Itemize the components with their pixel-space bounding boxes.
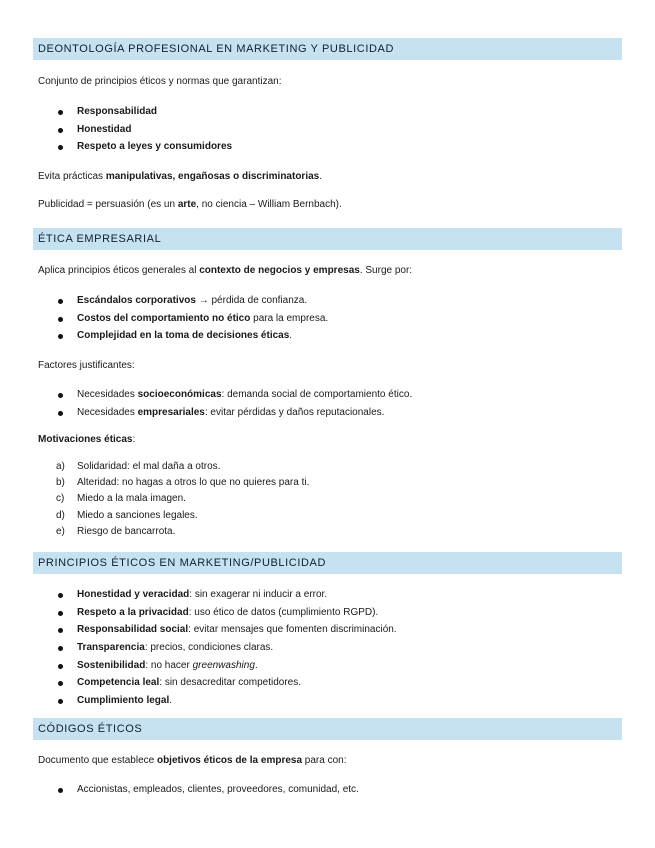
list-item: Competencia leal: sin desacreditar competidores.: [77, 677, 301, 688]
list-item: Transparencia: precios, condiciones claras.: [77, 642, 274, 653]
list-item: Alteridad: no hagas a otros lo que no quieres para ti.: [77, 477, 310, 488]
paragraph-motivaciones: Motivaciones éticas:: [38, 434, 136, 445]
list-marker: a): [56, 461, 65, 472]
list-item: Respeto a leyes y consumidores: [77, 141, 233, 152]
bullet-dot-icon: [58, 299, 63, 304]
bullet-dot-icon: [58, 110, 63, 115]
bullet-dot-icon: [58, 128, 63, 133]
list-item: Honestidad y veracidad: sin exagerar ni inducir a error.: [77, 589, 328, 600]
section-header-deontologia: [33, 38, 622, 60]
section-header-codigos: [33, 718, 622, 740]
paragraph-documento: Documento que establece objetivos éticos de la empresa para con:: [38, 755, 347, 766]
section-title: DEONTOLOGÍA PROFESIONAL EN MARKETING Y PUBLICIDAD: [38, 43, 395, 55]
list-item: Miedo a la mala imagen.: [77, 493, 186, 504]
bullet-dot-icon: [58, 317, 63, 322]
bullet-dot-icon: [58, 334, 63, 339]
list-marker: e): [56, 526, 65, 537]
paragraph-intro: Conjunto de principios éticos y normas que garantizan:: [38, 76, 282, 87]
section-title: CÓDIGOS ÉTICOS: [38, 723, 143, 735]
bullet-dot-icon: [58, 699, 63, 704]
bullet-dot-icon: [58, 611, 63, 616]
list-item: Costos del comportamiento no ético para la empresa.: [77, 313, 329, 324]
list-item: Accionistas, empleados, clientes, proveedores, comunidad, etc.: [77, 784, 359, 795]
list-item: Complejidad en la toma de decisiones éticas.: [77, 330, 293, 341]
bullet-dot-icon: [58, 411, 63, 416]
section-title: ÉTICA EMPRESARIAL: [38, 233, 162, 245]
bullet-dot-icon: [58, 393, 63, 398]
bullet-dot-icon: [58, 664, 63, 669]
list-item: Sostenibilidad: no hacer greenwashing.: [77, 660, 258, 671]
list-item: Respeto a la privacidad: uso ético de datos (cumplimiento RGPD).: [77, 607, 379, 618]
list-item: Cumplimiento legal.: [77, 695, 173, 706]
bullet-dot-icon: [58, 145, 63, 150]
list-marker: b): [56, 477, 65, 488]
list-item: Honestidad: [77, 124, 132, 135]
list-item: Necesidades socioeconómicas: demanda social de comportamiento ético.: [77, 389, 413, 400]
bullet-dot-icon: [58, 628, 63, 633]
paragraph-aplica: Aplica principios éticos generales al contexto de negocios y empresas. Surge por:: [38, 265, 413, 276]
list-item: Riesgo de bancarrota.: [77, 526, 176, 537]
bullet-dot-icon: [58, 646, 63, 651]
bullet-dot-icon: [58, 681, 63, 686]
section-title: PRINCIPIOS ÉTICOS EN MARKETING/PUBLICIDAD: [38, 557, 327, 569]
list-item: Solidaridad: el mal daña a otros.: [77, 461, 221, 472]
paragraph-factores: Factores justificantes:: [38, 360, 135, 371]
list-item: Miedo a sanciones legales.: [77, 510, 198, 521]
section-header-etica-empresarial: [33, 228, 622, 250]
list-item: Escándalos corporativos → pérdida de confianza.: [77, 295, 308, 306]
list-item: Responsabilidad: [77, 106, 158, 117]
paragraph-evita: Evita prácticas manipulativas, engañosas o discriminatorias.: [38, 171, 322, 182]
bullet-dot-icon: [58, 788, 63, 793]
section-header-principios: [33, 552, 622, 574]
bullet-dot-icon: [58, 593, 63, 598]
list-marker: d): [56, 510, 65, 521]
paragraph-publicidad: Publicidad = persuasión (es un arte, no ciencia – William Bernbach).: [38, 199, 342, 210]
list-item: Necesidades empresariales: evitar pérdidas y daños reputacionales.: [77, 407, 385, 418]
list-marker: c): [56, 493, 65, 504]
list-item: Responsabilidad social: evitar mensajes que fomenten discriminación.: [77, 624, 397, 635]
